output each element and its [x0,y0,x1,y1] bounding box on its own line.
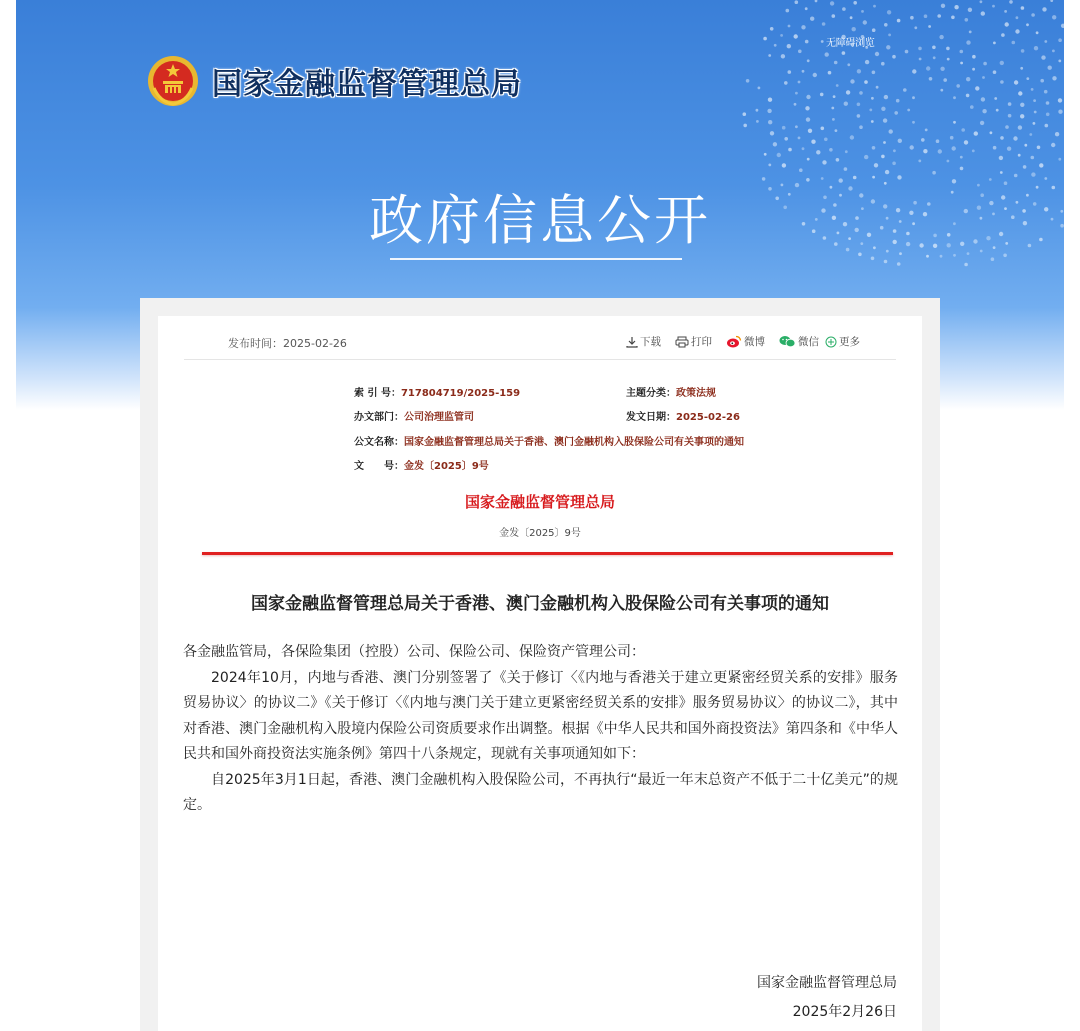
dept-value: 公司治理监管司 [404,412,474,423]
share-tools [612,334,860,349]
signature-date: 2025年2月26日 [792,1004,897,1020]
doc-name-value: 国家金融监督管理总局关于香港、澳门金融机构入股保险公司有关事项的通知 [404,437,744,448]
dept-label: 办文部门： [354,412,404,423]
wechat-label: 微信 [798,336,819,348]
plus-circle-icon [825,336,837,348]
download-button[interactable] [626,334,661,349]
body-paragraph: 2024年10月，内地与香港、澳门分别签署了《关于修订〈《内地与香港关于建立更紧密经贸关系的安排》服务贸易协议〉的协议二》《关于修订〈《内地与澳门关于建立更紧密经贸关系的安排》服务贸易协议〉的协议二》，其中对香港、澳门金融机构入股境内保险公司资质要求作出调整。根据《中华人民共和国外商投资法》第四条和《中华人民共和国外商投资法实施条例》第四十八条规定，现就有关事项通知如下： [183,669,898,762]
info-date-row [626,408,740,423]
more-label: 更多 [839,336,860,348]
info-name-row [354,433,744,448]
printer-icon [675,336,689,348]
site-name: 国家金融监督管理总局 [212,67,522,102]
salutation: 各金融监管局，各保险集团（控股）公司、保险公司、保险资产管理公司： [183,644,645,660]
download-label: 下载 [640,336,661,348]
share-wechat-button[interactable] [779,334,819,349]
page-title: 政府信息公开 [369,189,711,252]
national-emblem-icon [146,54,200,108]
red-divider [202,552,893,555]
document-title: 国家金融监督管理总局关于香港、澳门金融机构入股保险公司有关事项的通知 [251,594,829,614]
index-label: 索 引 号： [354,388,401,399]
weibo-label: 微博 [744,336,765,348]
weibo-icon [726,335,742,348]
site-logo[interactable] [146,54,522,108]
date-value: 2025-02-26 [676,412,740,423]
info-number-row [354,457,489,472]
info-dept-row [354,408,474,423]
meta-toolbar [184,332,896,360]
signature-organization: 国家金融监督管理总局 [757,975,897,991]
doc-number-value: 金发〔2025〕9号 [404,461,489,472]
issuing-authority: 国家金融监督管理总局 [464,493,615,511]
doc-name-label: 公文名称： [354,437,404,448]
topic-label: 主题分类： [626,388,676,399]
info-topic-row [626,384,716,399]
print-button[interactable] [675,334,712,349]
body-paragraph: 自2025年3月1日起，香港、澳门金融机构入股保险公司，不再执行“最近一年末总资产不低于二十亿美元”的规定。 [183,771,898,813]
share-weibo-button[interactable] [726,334,765,349]
date-label: 发文日期： [626,412,676,423]
document-number: 金发〔2025〕9号 [499,528,581,539]
share-more-button[interactable] [825,334,860,349]
doc-number-label: 文 号： [354,461,404,472]
print-label: 打印 [691,336,712,348]
accessible-browsing-link[interactable]: 无障碍浏览 [826,38,875,49]
title-underline [390,258,682,260]
publish-time: 发布时间：2025-02-26 [228,337,347,350]
document-body [183,640,898,819]
topic-value: 政策法规 [676,388,716,399]
index-value: 717804719/2025-159 [400,388,521,399]
info-index-row [354,384,520,399]
download-icon [626,336,638,348]
wechat-icon [779,335,796,348]
